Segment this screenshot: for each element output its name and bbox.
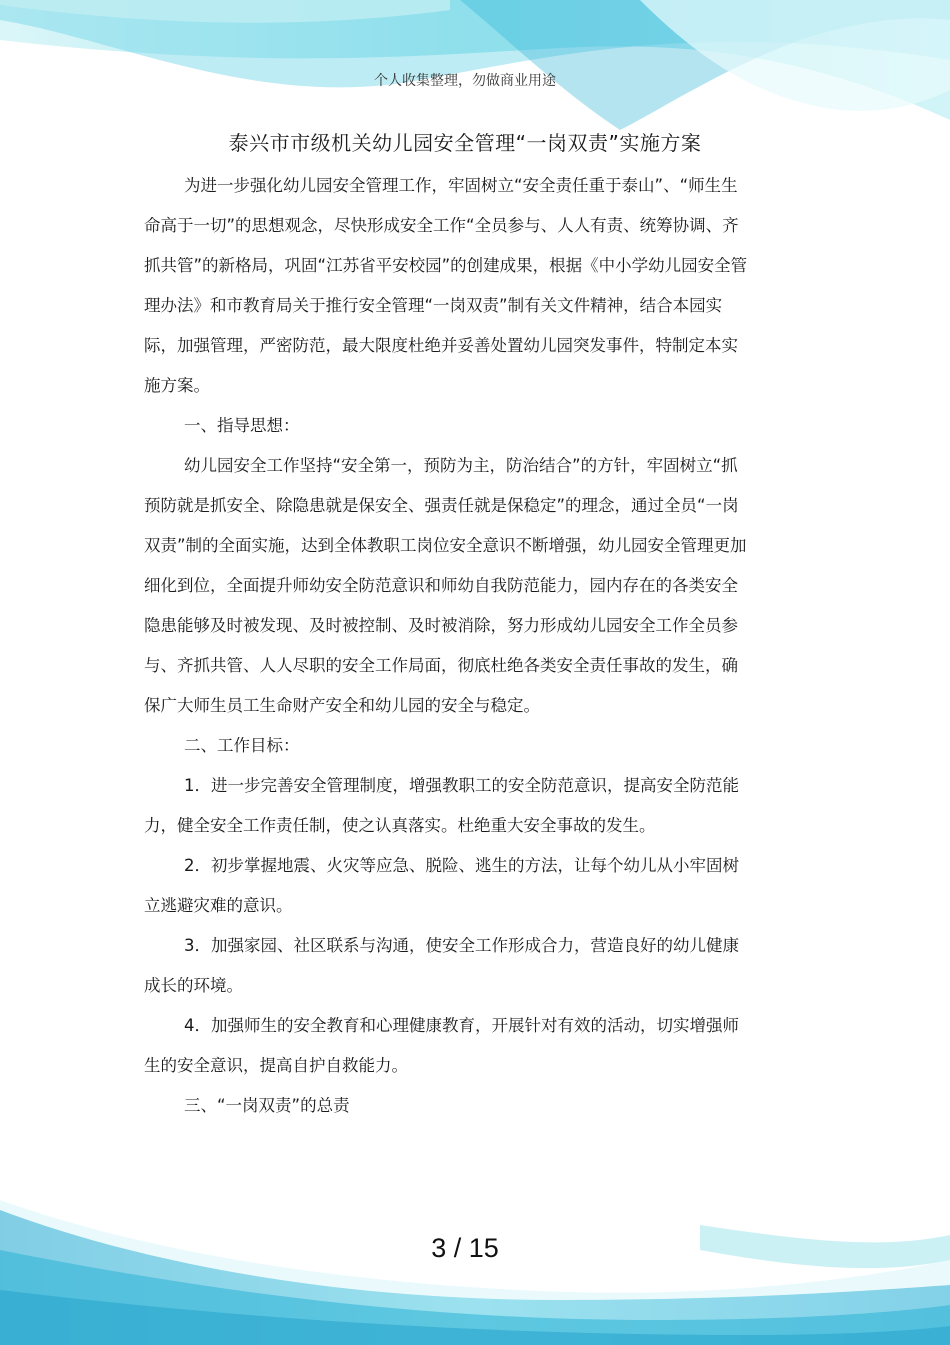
document-title: 泰兴市市级机关幼儿园安全管理“一岗双责”实施方案 [228, 131, 702, 155]
watermark-text: 个人收集整理，勿做商业用途 [374, 73, 556, 89]
guiding-ideology-paragraph: 幼儿园安全工作坚持“安全第一，预防为主，防治结合”的方针，牢固树立“抓预防就是抓安全、除隐患就是保安全、强责任就是保稳定”的理念，通过全员“一岗双责”制的全面实施，达到全体教职工岗位安全意识不断增强，幼儿园安全管理更加细化到位，全面提升师幼安全防范意识和师幼自我防范能力，园内存在的各类安全隐患能够及时被发现、及时被控制、及时被消除，努力形成幼儿园安全工作全员参与、齐抓共管、人人尽职的安全工作局面，彻底杜绝各类安全责任事故的发生，确保广大师生员工生命财产安全和幼儿园的安全与稳定。 [144, 456, 747, 715]
section-heading-overall-responsibility: 三、“一岗双责”的总责 [184, 1096, 350, 1115]
goal-item: 1．进一步完善安全管理制度，增强教职工的安全防范意识，提高安全防范能力，健全安全工作责任制，使之认真落实。杜绝重大安全事故的发生。 [144, 776, 739, 835]
document-body [144, 166, 750, 1126]
page-indicator: 3 / 15 [431, 1233, 499, 1263]
intro-paragraph: 为进一步强化幼儿园安全管理工作，牢固树立“安全责任重于泰山”、“师生生命高于一切”的思想观念，尽快形成安全工作“全员参与、人人有责、统筹协调、齐抓共管”的新格局，巩固“江苏省平安校园”的创建成果，根据《中小学幼儿园安全管理办法》和市教育局关于推行安全管理“一岗双责”制有关文件精神，结合本园实际，加强管理，严密防范，最大限度杜绝并妥善处置幼儿园突发事件，特制定本实施方案。 [144, 176, 748, 395]
goal-item: 2．初步掌握地震、火灾等应急、脱险、逃生的方法，让每个幼儿从小牢固树立逃避灾难的意识。 [144, 856, 739, 915]
goal-item: 4．加强师生的安全教育和心理健康教育，开展针对有效的活动，切实增强师生的安全意识，提高自护自救能力。 [144, 1016, 739, 1075]
section-heading-work-goals: 二、工作目标： [184, 736, 300, 755]
goal-item: 3．加强家园、社区联系与沟通，使安全工作形成合力，营造良好的幼儿健康成长的环境。 [144, 936, 739, 995]
section-heading-guiding-ideology: 一、指导思想： [184, 416, 300, 435]
